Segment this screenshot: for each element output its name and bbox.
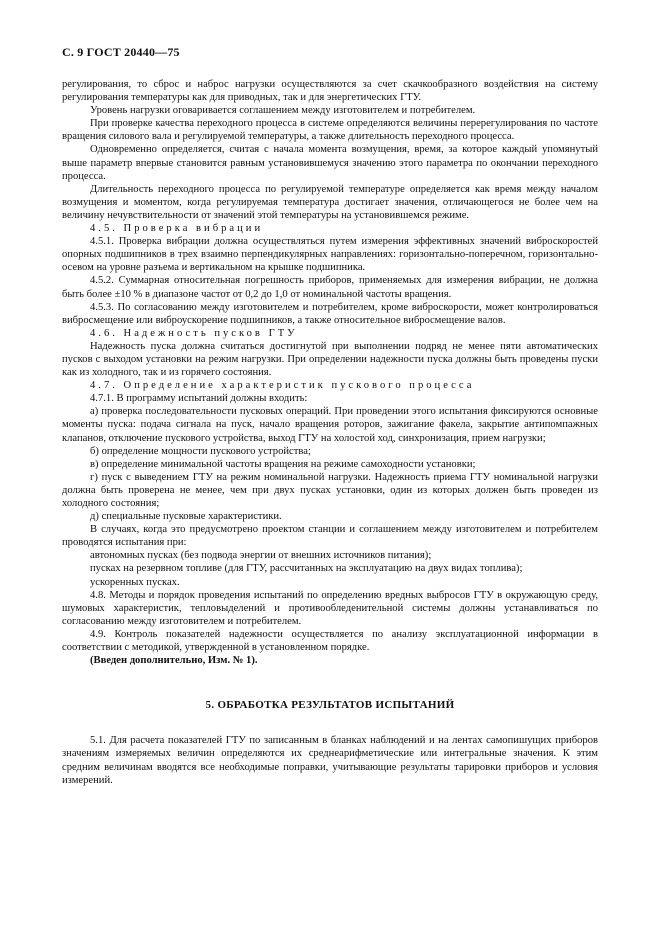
subsection-heading: 4.5. Проверка вибрации: [90, 223, 264, 235]
list-item: а) проверка последовательности пусковых операций. При проведении этого испытания фиксируются основные моменты пуска: подача сигнала на пуск, начало вращения роторов, зажигание факела, закрытие антипомпажных клапанов, отключение пускового устройства, выход ГТУ на холостой ход, синхронизация, прием нагрузки;: [62, 406, 598, 444]
paragraph: 4.9. Контроль показателей надежности осуществляется по анализу эксплуатационной информации в соответствии с методикой, утвержденной в установленном порядке.: [62, 628, 598, 654]
list-item: г) пуск с выведением ГТУ на режим номинальной нагрузки. Надежность приема ГТУ номинальной нагрузки должна быть проверена не менее, чем при двух пусках установки, один из которых должен быть проведен из холодного состояния;: [62, 471, 598, 509]
paragraph: 5.1. Для расчета показателей ГТУ по записанным в бланках наблюдений и на лентах самопишущих приборов значениям измеряемых величин определяются их среднеарифметические или интегральные значения. К этим средним величинам вводятся все необходимые поправки, учитывающие результаты тарировки приборов и условия измерений.: [62, 735, 598, 786]
paragraph: Уровень нагрузки оговаривается соглашением между изготовителем и потребителем.: [90, 105, 476, 117]
paragraph: Одновременно определяется, считая с начала момента возмущения, время, за которое каждый упомянутый выше параметр впервые становится равным установившемуся значению этого параметра по окончании переходного процесса.: [62, 144, 598, 182]
paragraph: 4.5.2. Суммарная относительная погрешность приборов, применяемых для измерения вибрации, не должна быть более ±10 % в диапазоне частот от 0,2 до 1,0 от номинальной частоты вращения.: [62, 275, 598, 300]
paragraph: 4.5.1. Проверка вибрации должна осуществляться путем измерения эффективных значений виброскоростей опорных подшипников в трех взаимно перпендикулярных направлениях: горизонтально-поперечном, горизонтально-осевом на уровне разъема и вертикальном на крышке подшипника.: [62, 236, 598, 274]
list-item: ускоренных пусках.: [90, 576, 180, 588]
list-item: д) специальные пусковые характеристики.: [90, 511, 282, 523]
amendment-note: (Введен дополнительно, Изм. № 1).: [90, 655, 258, 667]
list-item: пусках на резервном топливе (для ГТУ, рассчитанных на эксплуатацию на двух видах топлива);: [90, 563, 523, 575]
paragraph: 4.5.3. По согласованию между изготовителем и потребителем, кроме виброскорости, может контролироваться виброcмещение или виброускорение подшипников, а также относительное виброcмещение валов.: [62, 301, 598, 326]
paragraph: 4.7.1. В программу испытаний должны входить:: [90, 393, 308, 405]
list-item: в) определение минимальной частоты вращения на режиме самоходности установки;: [90, 458, 476, 470]
paragraph: В случаях, когда это предусмотрено проектом станции и соглашением между изготовителем и потребителем проводятся испытания при:: [62, 524, 598, 549]
paragraph: При проверке качества переходного процесса в системе определяются величины перерегулирования по частоте вращения силового вала и регулируемой температуры, а также длительность переходного процесса.: [62, 118, 598, 143]
subsection-heading: 4.7. Определение характеристик пускового процесса: [90, 380, 475, 392]
subsection-heading: 4.6. Надежность пусков ГТУ: [90, 327, 298, 339]
document-body: [62, 78, 598, 787]
paragraph: Надежность пуска должна считаться достигнутой при выполнении подряд не менее пяти автоматических пусков с выходом установки на режим нагрузки. При определении надежности пуска должны быть проведены пуски как из холодного, так и из горячего состояния.: [62, 340, 598, 379]
paragraph: Длительность переходного процесса по регулируемой температуре определяется как время между началом возмущения и моментом, когда регулируемая температура достигает значения, отличающегося не более чем на величину нечувствительности от значений этой температуры на установившемся режиме.: [62, 183, 598, 221]
list-item: б) определение мощности пускового устройства;: [90, 445, 311, 457]
section-title: 5. ОБРАБОТКА РЕЗУЛЬТАТОВ ИСПЫТАНИЙ: [205, 699, 455, 712]
paragraph: регулирования, то сброс и наброс нагрузки осуществляются за счет скачкообразного воздействия на систему регулирования температуры как для приводных, так и для энергетических ГТУ.: [62, 79, 598, 104]
paragraph: 4.8. Методы и порядок проведения испытаний по определению вредных выбросов ГТУ в окружающую среду, шумовых характеристик, тепловыделений и противообледенительной системы должны устанавливаться по согласованию между изготовителем и потребителем.: [62, 589, 598, 627]
list-item: автономных пусках (без подвода энергии от внешних источников питания);: [90, 550, 432, 562]
page-header: С. 9 ГОСТ 20440—75: [62, 45, 180, 59]
